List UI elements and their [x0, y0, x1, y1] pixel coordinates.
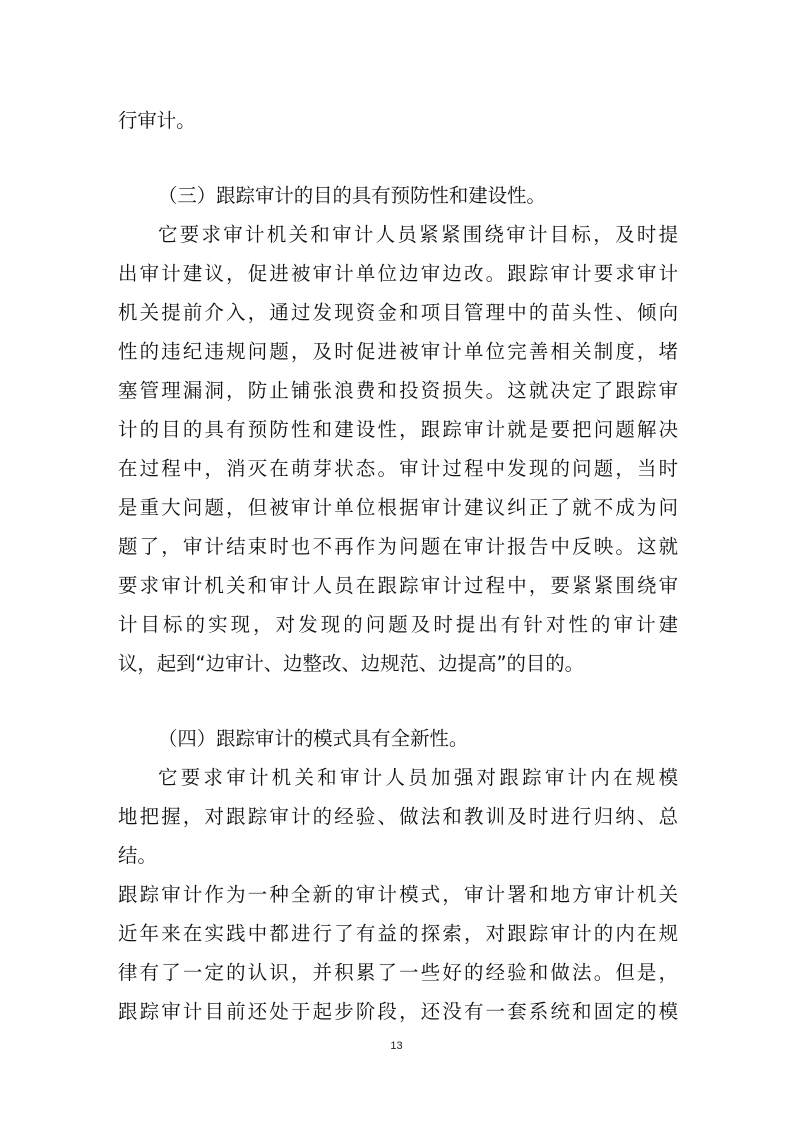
text-line-16: 它要求审计机关和审计人员加强对跟踪审计内在规模: [158, 766, 678, 789]
text-line-20: 近年来在实践中都进行了有益的探索，对跟踪审计的内在规: [118, 922, 678, 945]
text-line-21: 律有了一定的认识，并积累了一些好的经验和做法。但是，: [118, 961, 678, 984]
text-line-13: 计目标的实现，对发现的问题及时提出有针对性的审计建: [118, 613, 678, 636]
text-line-18: 结。: [118, 844, 157, 867]
text-line-22: 跟踪审计目前还处于起步阶段，还没有一套系统和固定的模: [118, 1000, 678, 1023]
text-line-3: 它要求审计机关和审计人员紧紧围绕审计目标，及时提: [158, 223, 678, 246]
text-line-10: 是重大问题，但被审计单位根据审计建议纠正了就不成为问: [118, 496, 678, 519]
page-number: 13: [390, 1040, 403, 1052]
text-line-4: 出审计建议，促进被审计单位边审边改。跟踪审计要求审计: [118, 262, 678, 285]
text-line-12: 要求审计机关和审计人员在跟踪审计过程中，要紧紧围绕审: [118, 574, 678, 597]
text-line-6: 性的违纪违规问题，及时促进被审计单位完善相关制度，堵: [118, 340, 678, 363]
text-line-1: 行审计。: [118, 109, 196, 132]
text-line-9: 在过程中，消灭在萌芽状态。审计过程中发现的问题，当时: [118, 457, 678, 480]
text-line-19: 跟踪审计作为一种全新的审计模式，审计署和地方审计机关: [118, 883, 678, 906]
text-line-17: 地把握，对跟踪审计的经验、做法和教训及时进行归纳、总: [118, 805, 678, 828]
section-heading-4: （四）跟踪审计的模式具有全新性。: [158, 727, 469, 750]
text-line-5: 机关提前介入，通过发现资金和项目管理中的苗头性、倾向: [118, 301, 678, 324]
text-line-14: 议，起到“边审计、边整改、边规范、边提高”的目的。: [118, 652, 585, 675]
text-line-8: 计的目的具有预防性和建设性，跟踪审计就是要把问题解决: [118, 418, 678, 441]
text-line-7: 塞管理漏洞，防止铺张浪费和投资损失。这就决定了跟踪审: [118, 379, 678, 402]
text-line-11: 题了，审计结束时也不再作为问题在审计报告中反映。这就: [118, 535, 678, 558]
section-heading-3: （三）跟踪审计的目的具有预防性和建设性。: [158, 184, 546, 207]
